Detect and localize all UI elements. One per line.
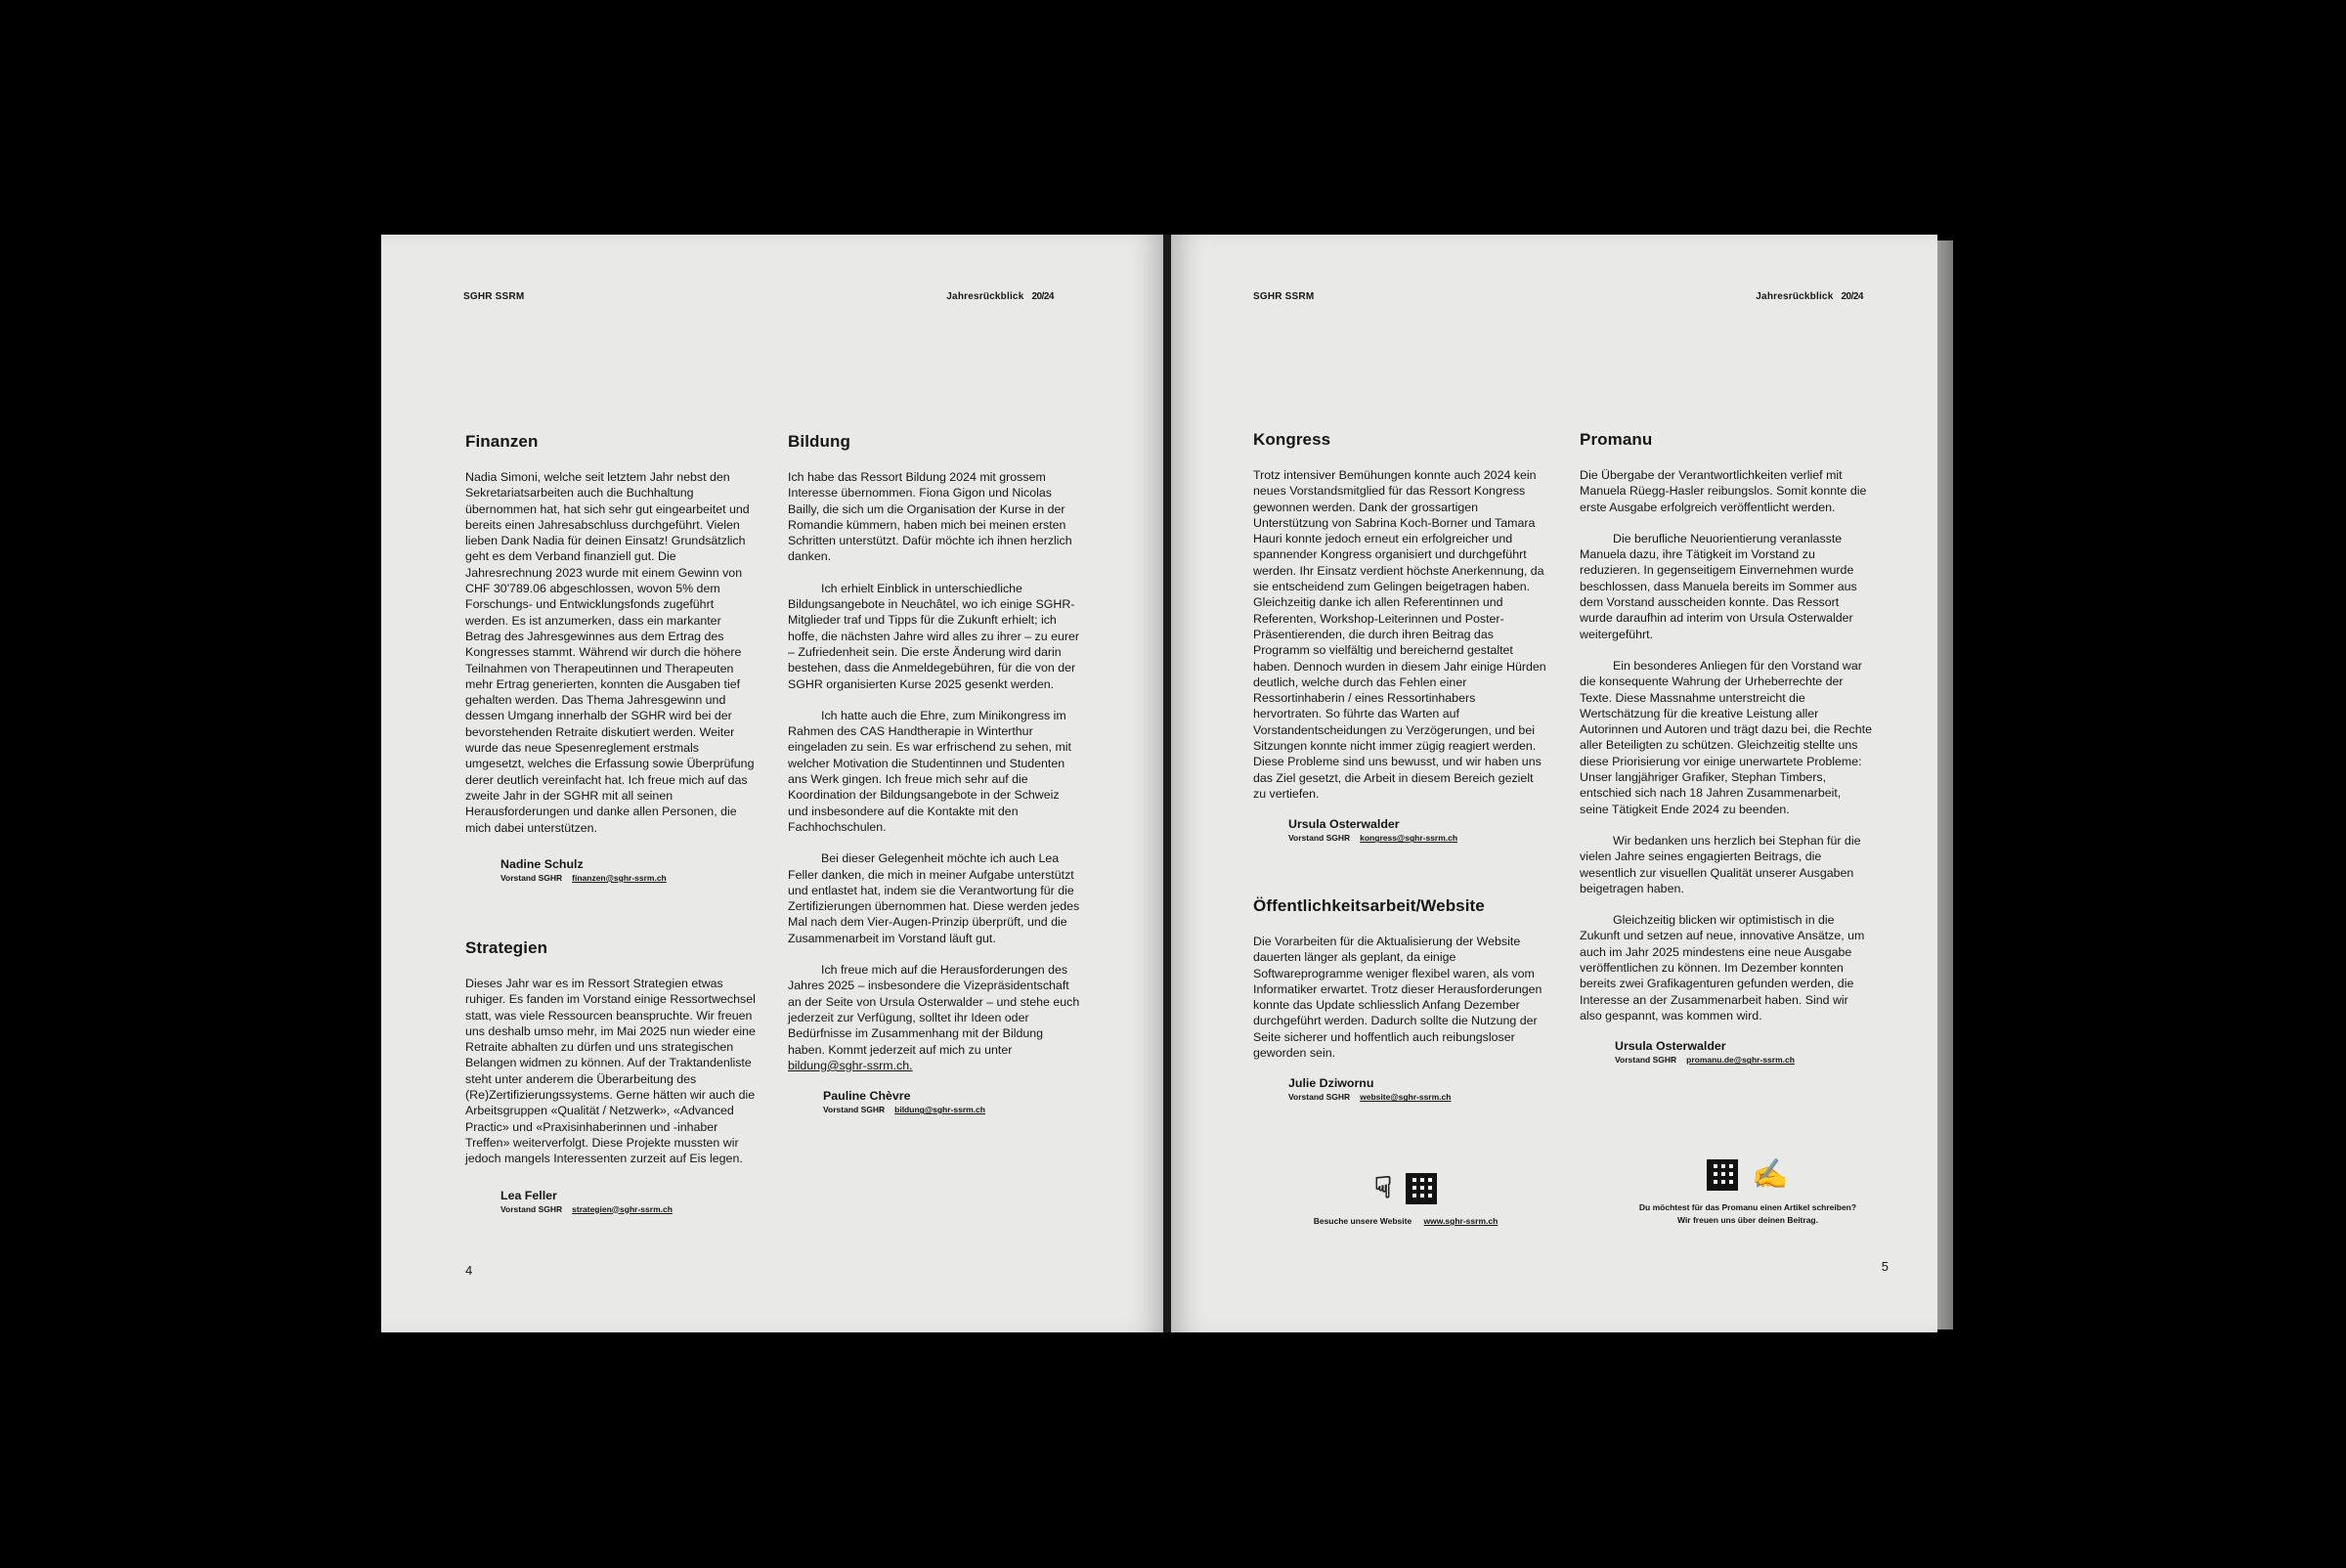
signature — [500, 1189, 759, 1214]
right-page — [1171, 235, 1937, 1332]
signature-line — [1288, 1092, 1546, 1102]
paragraph: Dieses Jahr war es im Ressort Strategien etwas ruhiger. Es fanden im Vorstand einige Ressortwechsel statt, was viele Ressourcen beanspruchte. Wir freuen uns deshalb umso mehr, im Mai 2025 nun wieder eine Retraite abhalten zu dürfen und uns strategischen Belangen widmen zu können. Auf der Traktandenliste steht unter anderem die Überarbeitung des (Re)Zertifizierungssystems. Gerne hätten wir auch die Arbeitsgruppen «Qualität / Netzwerk», «Advanced Practic» und «Praxisinhaberinnen und -inhaber Treffen» weiterverfolgt. Diese Projekte mussten wir jedoch mangels Interessenten zurzeit auf Eis legen. — [465, 977, 756, 1166]
signature-name: Lea Feller — [500, 1188, 557, 1202]
section-title: Promanu — [1580, 430, 1653, 449]
section-kongress — [1253, 430, 1546, 843]
header-title: Jahresrückblick — [946, 291, 1024, 302]
header-left: SGHR SSRM — [463, 291, 525, 302]
left-page — [381, 235, 1163, 1332]
email-link[interactable]: kongress@sghr-ssrm.ch — [1360, 833, 1458, 844]
section-title: Öffentlichkeitsarbeit/Website — [1253, 896, 1485, 915]
footer-icons — [1288, 1173, 1523, 1204]
section-oeffentlichkeitsarbeit — [1253, 896, 1546, 1102]
page-number: 5 — [1881, 1259, 1889, 1274]
paragraph: Ich hatte auch die Ehre, zum Minikongress im Rahmen des CAS Handtherapie in Winterthur eingeladen zu sein. Es war erfrischend zu sehen, mit welcher Motivation die Studentinnen und Studenten ans Werk gingen. Ich freue mich sehr auf die Koordination der Bildungsangebote in der Schweiz und insbesondere auf die Kontakte mit den Fachhochschulen. — [788, 708, 1071, 834]
paragraph: Ich habe das Ressort Bildung 2024 mit grossem Interesse übernommen. Fiona Gigon und Nicolas Bailly, die sich um die Organisation der Kurse in der Romandie kümmern, haben mich bei meinen ersten Schritten unterstützt. Dafür möchte ich ihnen herzlich danken. — [788, 470, 1072, 564]
inline-email-link[interactable]: bildung@sghr-ssrm.ch. — [788, 1058, 913, 1072]
footer-promanu-line1: Du möchtest für das Promanu einen Artikel schreiben? — [1638, 1202, 1857, 1212]
section-promanu — [1580, 430, 1873, 1065]
section-title: Kongress — [1253, 430, 1331, 449]
email-link[interactable]: website@sghr-ssrm.ch — [1360, 1092, 1452, 1103]
signature-name: Ursula Osterwalder — [1288, 817, 1400, 832]
signature — [1288, 817, 1546, 843]
email-link[interactable]: promanu.de@sghr-ssrm.ch — [1686, 1055, 1795, 1066]
section-strategien — [465, 938, 759, 1214]
signature-role: Vorstand SGHR — [500, 1203, 563, 1214]
pointing-hand-icon: ☟ — [1373, 1172, 1393, 1204]
magazine-spread — [381, 235, 1957, 1332]
signature-role: Vorstand SGHR — [500, 872, 563, 883]
header-left: SGHR SSRM — [1253, 291, 1315, 302]
paragraph: Die Übergabe der Verantwortlichkeiten verlief mit Manuela Rüegg-Hasler reibungslos. Somit konnte die erste Ausgabe erfolgreich veröffentlicht werden. — [1580, 468, 1867, 514]
paragraph: Nadia Simoni, welche seit letztem Jahr nebst den Sekretariatsarbeiten auch die Buchhaltung übernommen hat, hat sich sehr gut eingearbeitet und bereits einen Jahresabschluss durchgeführt. Vielen lieben Dank Nadia für deinen Einsatz! Grundsätzlich geht es dem Verband finanziell gut. Die Jahresrechnung 2023 wurde mit einem Gewinn von CHF 30'789.06 abgeschlossen, wovon 5% dem Forschungs- und Entwicklungsfonds zugeführt werden. Es ist anzumerken, dass ein markanter Betrag des Jahresgewinnes aus dem Ertrag des Kongresses stammt. Während wir durch die höhere Teilnahmen von Therapeutinnen und Therapeuten mehr Ertrag generierten, konnten die Ausgaben tief gehalten werden. Das Thema Jahresgewinn und dessen Umgang innerhalb der SGHR wird bei der bevorstehenden Retraite diskutiert werden. Weiter wurde das neue Spesenreglement erstmals umgesetzt, welches die Erfassung sowie Überprüfung derer deutlich vereinfacht hat. Ich freue mich auf das zweite Jahr in der SGHR mit all seinen Herausforderungen und danke allen Personen, die mich dabei unterstützen. — [465, 470, 755, 835]
signature-role: Vorstand SGHR — [1288, 833, 1351, 844]
paragraph: Bei dieser Gelegenheit möchte ich auch Lea Feller danken, die mich in meiner Aufgabe unterstützt und entlastet hat, indem sie die Verantwortung für die Zertifizierungen übernommen hat. Diese werden jedes Mal nach dem Vier-Augen-Prinzip überprüft, und die Zusammenarbeit im Vorstand läuft gut. — [788, 851, 1080, 945]
website-link[interactable]: www.sghr-ssrm.ch — [1423, 1216, 1499, 1226]
signature-name: Nadine Schulz — [500, 856, 584, 871]
paragraph: Wir bedanken uns herzlich bei Stephan für die vielen Jahre seines engagierten Beitrags, die wesentlich zur visuellen Qualität unserer Ausgaben beigetragen haben. — [1580, 833, 1861, 895]
paragraph: Trotz intensiver Bemühungen konnte auch 2024 kein neues Vorstandsmitglied für das Ressort Kongress gewonnen werden. Dank der grossartigen Unterstützung von Sabrina Koch-Borner und Tamara Hauri konnte jedoch erneut ein erfolgreicher und spannender Kongress organisiert und durchgeführt werden. Ihr Einsatz verdient höchste Anerkennung, da sie entscheidend zum Gelingen beigetragen haben. Gleichzeitig danke ich allen Referentinnen und Referenten, Workshop-Leiterinnen und Poster-Präsentierenden, die durch ihren Beitrag das Programm so vielfältig und bereichernd gestaltet haben. Dennoch wurden in diesem Jahr einige Hürden deutlich, welche durch das Fehlen einer Ressortinhaberin / eines Ressortinhabers hervortraten. So führte das Warten auf Vorstandentscheidungen zu Verzögerungen, und bei Sitzungen konnte nicht immer zügig reagiert werden. Diese Probleme sind uns bewusst, und wir haben uns das Ziel gesetzt, die Arbeit in diesem Bereich gezielt zu vertiefen. — [1253, 468, 1546, 801]
signature-name: Pauline Chèvre — [823, 1089, 911, 1104]
writing-hand-icon: ✍ — [1752, 1158, 1789, 1191]
section-title: Strategien — [465, 938, 548, 957]
signature-name: Ursula Osterwalder — [1615, 1039, 1726, 1054]
paragraph: Ein besonderes Anliegen für den Vorstand war die konsequente Wahrung der Urheberrechte der Texte. Diese Massnahme unterstreicht die Wertschätzung für die kreative Leistung aller Autorinnen und Autoren und trägt dazu bei, die Rechte aller Beteiligten zu schützen. Gleichzeitig stellte uns diese Priorisierung vor einige unerwartete Probleme: Unser langjähriger Grafiker, Stephan Timbers, entschied sich nach 18 Jahren Zusammenarbeit, seine Tätigkeit Ende 2024 zu beenden. — [1580, 658, 1872, 816]
header-right — [1756, 291, 1863, 302]
signature — [823, 1089, 1081, 1114]
signature-line — [1288, 833, 1546, 843]
section-finanzen — [465, 432, 759, 883]
paragraph: Gleichzeitig blicken wir optimistisch in die Zukunft und setzen auf neue, innovative Ansätze, um auch im Jahr 2025 mindestens eine neue Ausgabe veröffentlichen zu können. Im Dezember konnten bereits zwei Grafikagenturen gefunden werden, die Interesse an der Zusammenarbeit haben. Sind wir also gespannt, was kommen wird. — [1580, 913, 1865, 1023]
footer-website-text: Besuche unsere Website — [1313, 1216, 1412, 1226]
email-link[interactable]: bildung@sghr-ssrm.ch — [894, 1105, 985, 1115]
signature-name: Julie Dziwornu — [1288, 1076, 1374, 1091]
signature-line — [823, 1105, 1081, 1114]
signature-role: Vorstand SGHR — [1288, 1092, 1351, 1103]
paragraph: Ich freue mich auf die Herausforderungen des Jahres 2025 – insbesondere die Vizepräsidentschaft an der Seite von Ursula Osterwalder – und stehe euch jederzeit zur Verfügung, solltet ihr Ideen oder Bedürfnisse im Zusammenhang mit der Bildung haben. Kommt jederzeit auf mich zu unter — [788, 963, 1080, 1057]
footer-icons — [1601, 1159, 1894, 1191]
section-bildung — [788, 432, 1081, 1114]
signature-line — [500, 873, 759, 883]
section-title: Bildung — [788, 432, 850, 451]
footer-promanu — [1601, 1159, 1894, 1225]
qr-code-icon[interactable] — [1406, 1173, 1437, 1204]
signature — [1288, 1076, 1546, 1102]
signature — [1615, 1039, 1873, 1065]
year-mark: 20/24 — [1031, 291, 1054, 302]
paragraph: Die berufliche Neuorientierung veranlasste Manuela dazu, ihre Tätigkeit im Vorstand zu reduzieren. In gegenseitigem Einvernehmen wurde beschlossen, dass Manuela bereits im Sommer aus dem Vorstand ausscheiden konnte. Das Ressort wurde daraufhin ad interim von Ursula Osterwalder weitergeführt. — [1580, 531, 1857, 641]
page-number: 4 — [465, 1263, 473, 1278]
year-mark: 20/24 — [1841, 291, 1863, 302]
signature-line — [1615, 1055, 1873, 1065]
page-edge-stack — [1937, 240, 1953, 1329]
qr-code-icon[interactable] — [1707, 1159, 1738, 1191]
footer-website — [1288, 1173, 1523, 1226]
header-right — [946, 291, 1054, 302]
spine-gutter — [1163, 235, 1171, 1332]
footer-promanu-line2: Wir freuen uns über deinen Beitrag. — [1677, 1215, 1818, 1225]
email-link[interactable]: strategien@sghr-ssrm.ch — [572, 1203, 673, 1214]
section-title: Finanzen — [465, 432, 539, 451]
paragraph: Ich erhielt Einblick in unterschiedliche Bildungsangebote in Neuchâtel, wo ich einige SGHR-Mitglieder traf und Tipps für die Zukunft erhielt; ich hoffe, die nächsten Jahre wird alles zu ihrer – zu eurer – Zufriedenheit sein. Die erste Änderung wird darin bestehen, dass die Anmeldegebühren, für die von der SGHR organisierten Kurse 2025 gesenkt werden. — [788, 581, 1079, 691]
email-link[interactable]: finanzen@sghr-ssrm.ch — [572, 872, 667, 883]
signature-role: Vorstand SGHR — [823, 1105, 886, 1115]
signature — [500, 857, 759, 883]
signature-line — [500, 1204, 759, 1214]
signature-role: Vorstand SGHR — [1615, 1055, 1677, 1066]
header-title: Jahresrückblick — [1756, 291, 1834, 302]
paragraph: Die Vorarbeiten für die Aktualisierung der Website dauerten länger als geplant, da einige Softwareprogramme weniger flexibel waren, als vom Informatiker erwartet. Trotz dieser Herausforderungen konnte das Update schliesslich Anfang Dezember durchgeführt werden. Dadurch sollte die Nutzung der Seite sicherer und hoffentlich auch reibungsloser geworden sein. — [1253, 935, 1542, 1061]
